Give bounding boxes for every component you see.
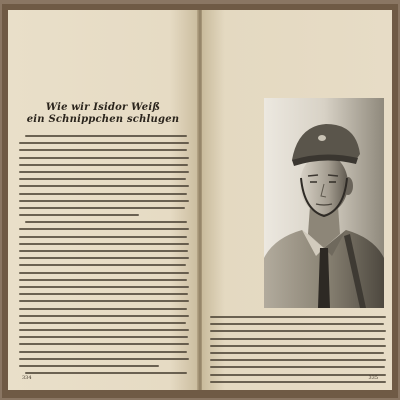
text-line xyxy=(25,221,187,223)
text-line xyxy=(19,243,189,245)
chapter-title-line-1: Wie wir Isidor Weiß xyxy=(45,102,161,113)
left-body-text xyxy=(19,135,189,379)
right-page-number: 335 xyxy=(368,375,378,381)
text-line xyxy=(19,279,187,281)
text-line xyxy=(19,149,187,151)
text-line xyxy=(19,308,187,310)
book-spread xyxy=(2,4,398,398)
text-line xyxy=(210,330,386,332)
text-line xyxy=(210,359,386,361)
chapter-title-line-2: ein Schnippchen schlugen xyxy=(26,114,180,125)
text-line xyxy=(19,300,189,302)
text-line xyxy=(19,185,189,187)
text-line xyxy=(210,316,386,318)
text-line xyxy=(210,366,385,368)
text-line xyxy=(19,365,159,367)
text-line xyxy=(19,157,189,159)
text-line xyxy=(25,372,187,374)
text-line xyxy=(19,264,186,266)
text-line xyxy=(19,193,187,195)
text-line xyxy=(19,322,186,324)
text-line xyxy=(19,293,188,295)
text-line xyxy=(19,286,189,288)
text-line xyxy=(19,358,189,360)
text-line xyxy=(19,214,139,216)
text-line xyxy=(19,257,189,259)
text-line xyxy=(19,171,189,173)
text-line xyxy=(19,207,185,209)
text-line xyxy=(210,374,386,376)
right-page xyxy=(202,10,392,390)
text-line xyxy=(19,329,189,331)
portrait-photograph xyxy=(264,98,384,308)
text-line xyxy=(19,142,189,144)
text-line xyxy=(19,164,188,166)
text-line xyxy=(19,343,189,345)
text-line xyxy=(210,338,385,340)
text-line xyxy=(19,178,186,180)
left-page-number: 334 xyxy=(22,375,32,381)
text-line xyxy=(19,336,188,338)
text-line xyxy=(19,200,189,202)
left-page xyxy=(8,10,198,390)
right-body-text xyxy=(210,316,386,388)
text-line xyxy=(19,351,187,353)
text-line xyxy=(19,228,189,230)
text-line xyxy=(25,135,187,137)
text-line xyxy=(19,250,188,252)
text-line xyxy=(210,345,386,347)
text-line xyxy=(19,236,187,238)
text-line xyxy=(19,315,189,317)
text-line xyxy=(210,381,386,383)
text-line xyxy=(210,352,384,354)
portrait-image xyxy=(264,98,384,308)
text-line xyxy=(19,272,189,274)
text-line xyxy=(210,323,384,325)
